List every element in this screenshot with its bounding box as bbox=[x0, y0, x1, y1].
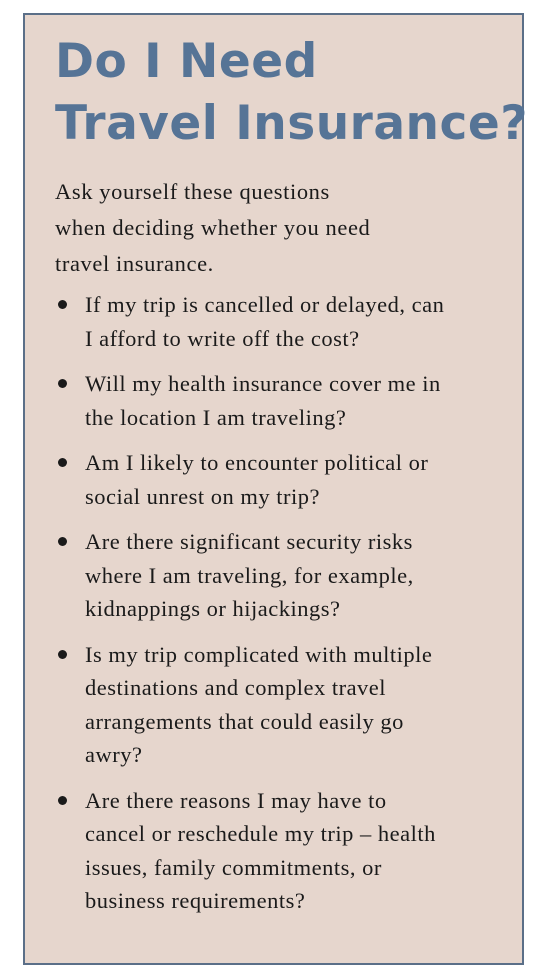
title-line-2: Travel Insurance? bbox=[55, 96, 529, 151]
bullet-icon bbox=[58, 650, 67, 659]
question-item bbox=[55, 367, 507, 434]
question-list bbox=[55, 288, 507, 930]
intro-line-3: travel insurance. bbox=[55, 251, 214, 276]
bullet-icon bbox=[58, 379, 67, 388]
question-line: destinations and complex travel bbox=[85, 675, 387, 700]
question-item bbox=[55, 784, 507, 918]
question-line: issues, family commitments, or bbox=[85, 854, 382, 880]
bullet-icon bbox=[58, 458, 67, 467]
question-line: Is my trip complicated with multiple bbox=[85, 641, 433, 667]
title-line-1: Do I Need bbox=[55, 34, 318, 89]
question-item bbox=[55, 288, 507, 355]
bullet-icon bbox=[58, 300, 67, 309]
intro-line-1: Ask yourself these questions bbox=[55, 179, 330, 204]
question-line: where I am traveling, for example, bbox=[85, 562, 414, 588]
question-line: arrangements that could easily go bbox=[85, 708, 404, 734]
question-item bbox=[55, 446, 507, 513]
question-line: If my trip is cancelled or delayed, can bbox=[85, 292, 445, 317]
intro-text bbox=[55, 174, 495, 282]
question-line: business requirements? bbox=[85, 888, 306, 913]
question-line: Am I likely to encounter political or bbox=[85, 450, 429, 475]
intro-line-2: when deciding whether you need bbox=[55, 215, 371, 240]
bullet-icon bbox=[58, 537, 67, 546]
question-line: the location I am traveling? bbox=[85, 404, 347, 430]
question-line: cancel or reschedule my trip – health bbox=[85, 821, 436, 846]
question-line: kidnappings or hijackings? bbox=[85, 596, 341, 621]
question-line: Will my health insurance cover me in bbox=[85, 371, 441, 396]
question-line: Are there reasons I may have to bbox=[85, 787, 387, 813]
question-item bbox=[55, 525, 507, 626]
question-line: Are there significant security risks bbox=[85, 529, 413, 554]
question-line: social unrest on my trip? bbox=[85, 483, 320, 509]
question-line: I afford to write off the cost? bbox=[85, 325, 360, 351]
question-item bbox=[55, 638, 507, 772]
question-line: awry? bbox=[85, 742, 143, 767]
page-title bbox=[55, 31, 528, 155]
bullet-icon bbox=[58, 796, 67, 805]
